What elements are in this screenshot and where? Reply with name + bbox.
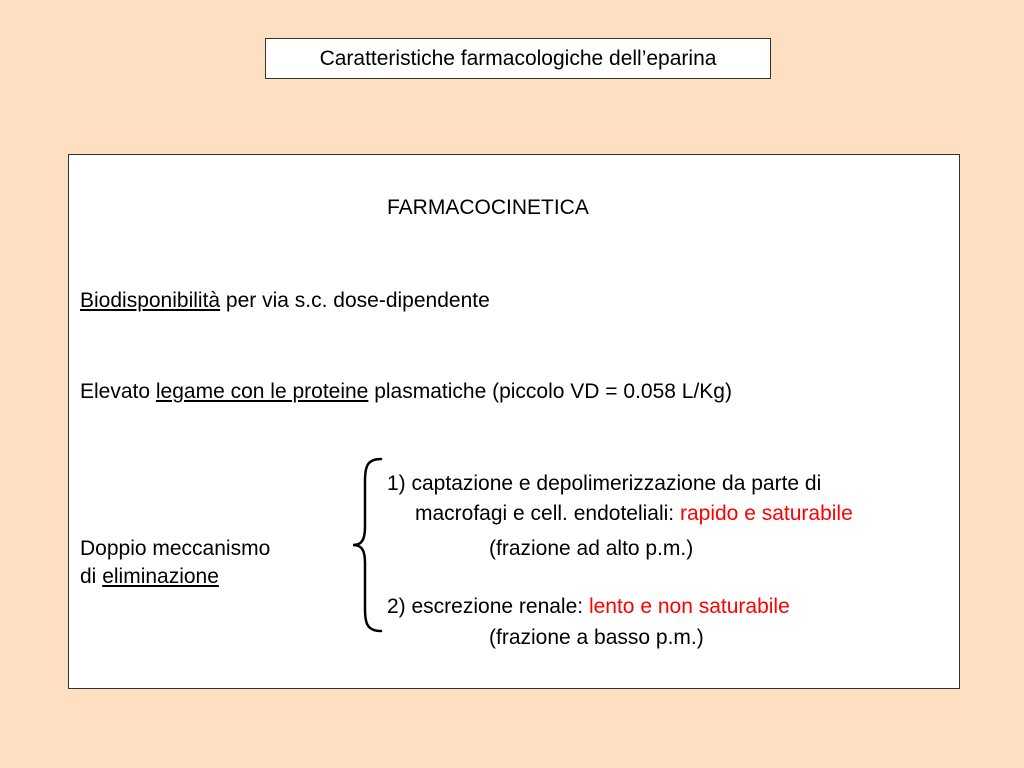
- mechanism-2-highlight: lento e non saturabile: [588, 595, 790, 618]
- slide-title: [265, 38, 771, 79]
- bioavailability-line: [80, 288, 490, 314]
- protein-binding-rest: plasmatiche (piccolo VD = 0.058 L/Kg): [368, 380, 732, 403]
- section-heading: FARMACOCINETICA: [387, 196, 589, 219]
- mechanism-1-line2: [415, 501, 853, 527]
- mechanism-1-text: macrofagi e cell. endoteliali:: [415, 502, 680, 525]
- protein-binding-term: legame con le proteine: [155, 380, 369, 403]
- curly-brace: [351, 455, 387, 635]
- mechanism-2-text: 2) escrezione renale:: [387, 595, 589, 618]
- protein-binding-line: [80, 379, 732, 405]
- elimination-label-line1: Doppio meccanismo: [80, 537, 271, 560]
- protein-binding-prefix: Elevato: [80, 380, 156, 403]
- elimination-label-prefix: di: [80, 565, 103, 588]
- mechanism-2-line: [387, 594, 790, 620]
- mechanism-1-line1: 1) captazione e depolimerizzazione da parte di: [387, 472, 822, 495]
- content-panel: [68, 154, 960, 689]
- elimination-label-line2: [80, 564, 219, 590]
- elimination-label-term: eliminazione: [102, 565, 219, 588]
- mechanism-1-highlight: rapido e saturabile: [679, 502, 853, 525]
- slide-title-text: Caratteristiche farmacologiche dell’eparina: [319, 47, 717, 70]
- bioavailability-rest: per via s.c. dose-dipendente: [220, 289, 490, 312]
- mechanism-1-note: (frazione ad alto p.m.): [489, 537, 694, 560]
- bioavailability-term: Biodisponibilità: [80, 289, 221, 312]
- mechanism-2-note: (frazione a basso p.m.): [489, 626, 704, 649]
